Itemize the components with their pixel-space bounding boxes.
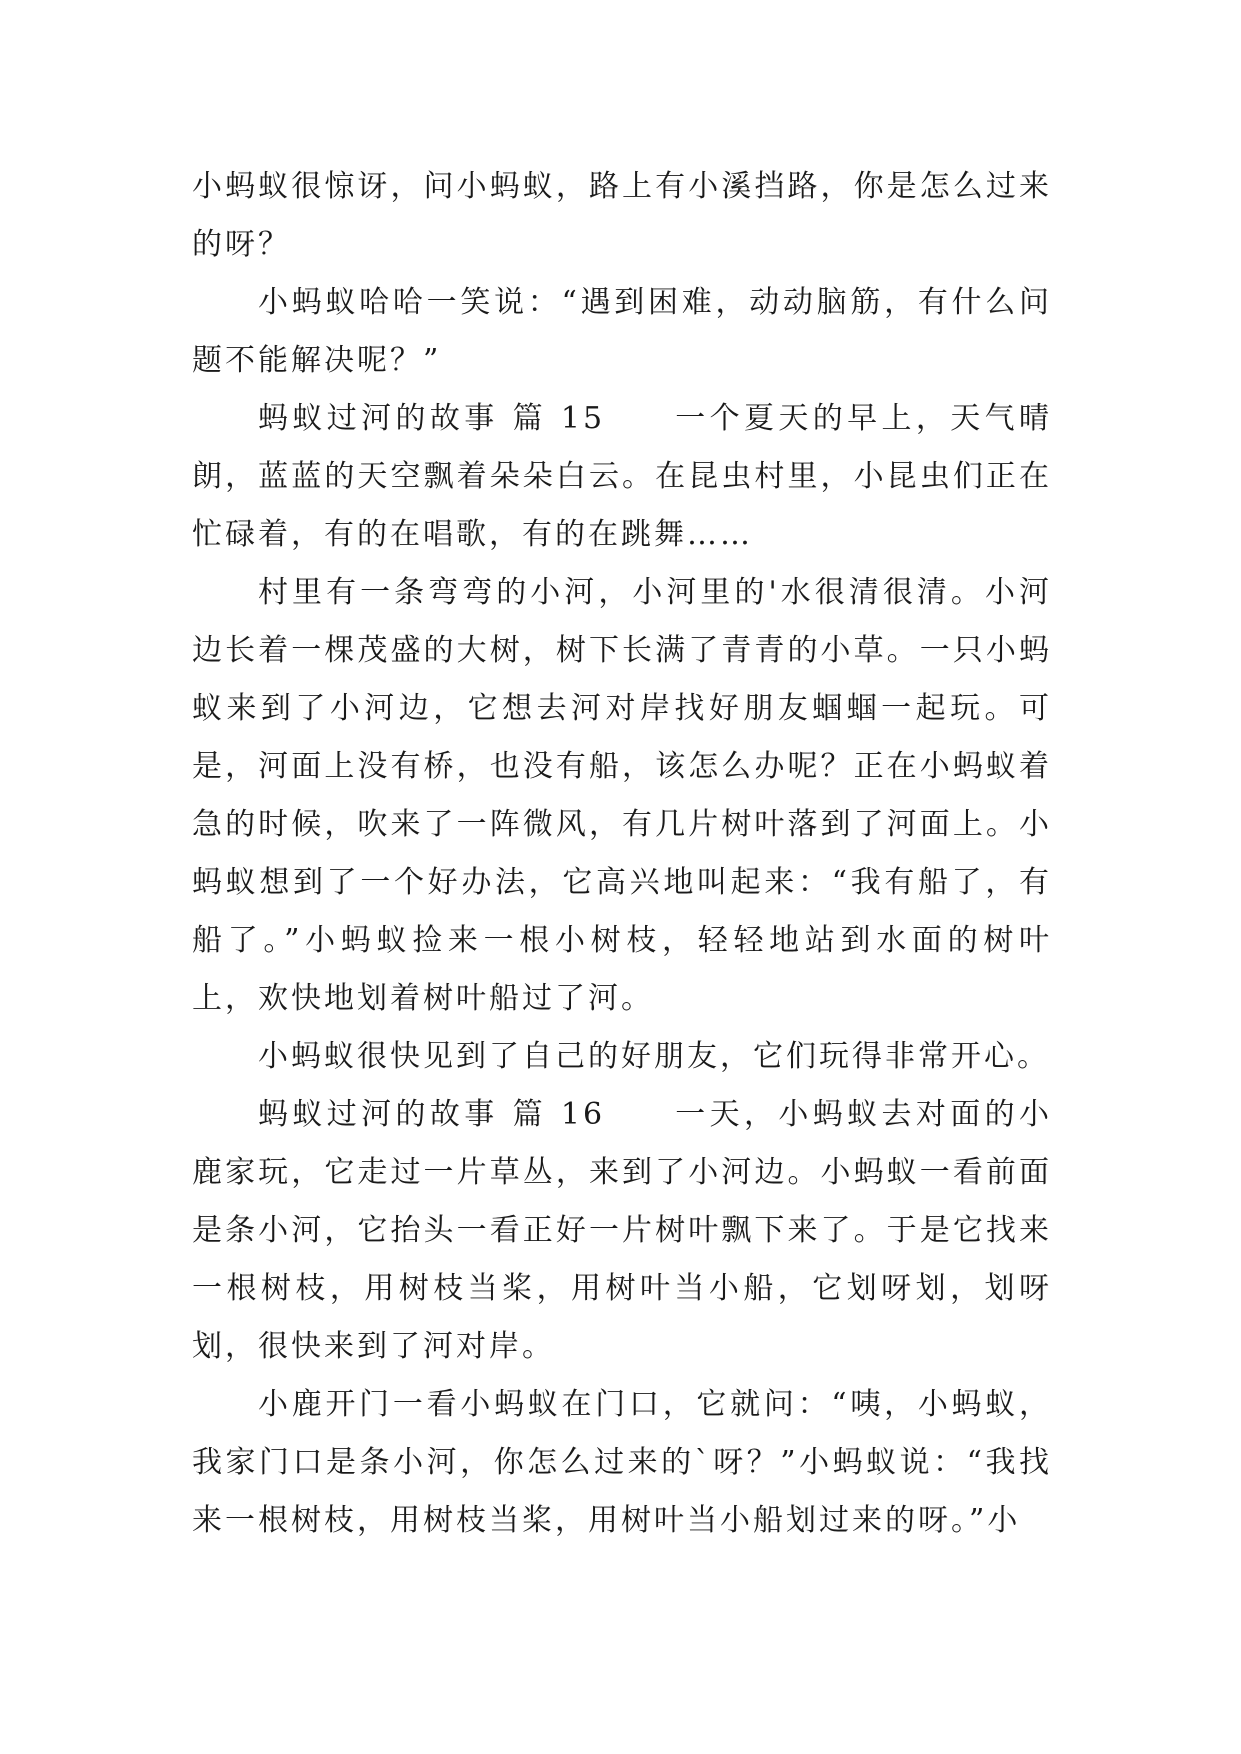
paragraph-4: 村里有一条弯弯的小河，小河里的'水很清很清。小河边长着一棵茂盛的大树，树下长满了青青的小草。一只小蚂蚁来到了小河边，它想去河对岸找好朋友蝈蝈一起玩。可是，河面上没有桥，也没有船，该怎么办呢？正在小蚂蚁着急的时候，吹来了一阵微风，有几片树叶落到了河面上。小蚂蚁想到了一个好办法，它高兴地叫起来：“我有船了，有船了。”小蚂蚁捡来一根小树枝，轻轻地站到水面的树叶上，欢快地划着树叶船过了河。 — [192, 575, 1052, 1016]
paragraph-3-story-15-heading: 蚂蚁过河的故事 篇 15 一个夏天的早上，天气晴朗，蓝蓝的天空飘着朵朵白云。在昆虫村里，小昆虫们正在忙碌着，有的在唱歌，有的在跳舞…… — [192, 401, 1052, 552]
paragraph-5: 小蚂蚁很快见到了自己的好朋友，它们玩得非常开心。 — [258, 1039, 1050, 1074]
document-body — [192, 158, 1052, 1550]
paragraph-7: 小鹿开门一看小蚂蚁在门口，它就问：“咦，小蚂蚁，我家门口是条小河，你怎么过来的`呀？”小蚂蚁说：“我找来一根树枝，用树枝当桨，用树叶当小船划过来的呀。”小 — [192, 1387, 1052, 1538]
paragraph-6-story-16-heading: 蚂蚁过河的故事 篇 16 一天，小蚂蚁去对面的小鹿家玩，它走过一片草丛，来到了小河边。小蚂蚁一看前面是条小河，它抬头一看正好一片树叶飘下来了。于是它找来一根树枝，用树枝当桨，用树叶当小船，它划呀划，划呀划，很快来到了河对岸。 — [192, 1097, 1052, 1364]
paragraph-1: 小蚂蚁很惊讶，问小蚂蚁，路上有小溪挡路，你是怎么过来的呀？ — [192, 169, 1052, 262]
paragraph-2: 小蚂蚁哈哈一笑说：“遇到困难，动动脑筋，有什么问题不能解决呢？” — [192, 285, 1052, 378]
